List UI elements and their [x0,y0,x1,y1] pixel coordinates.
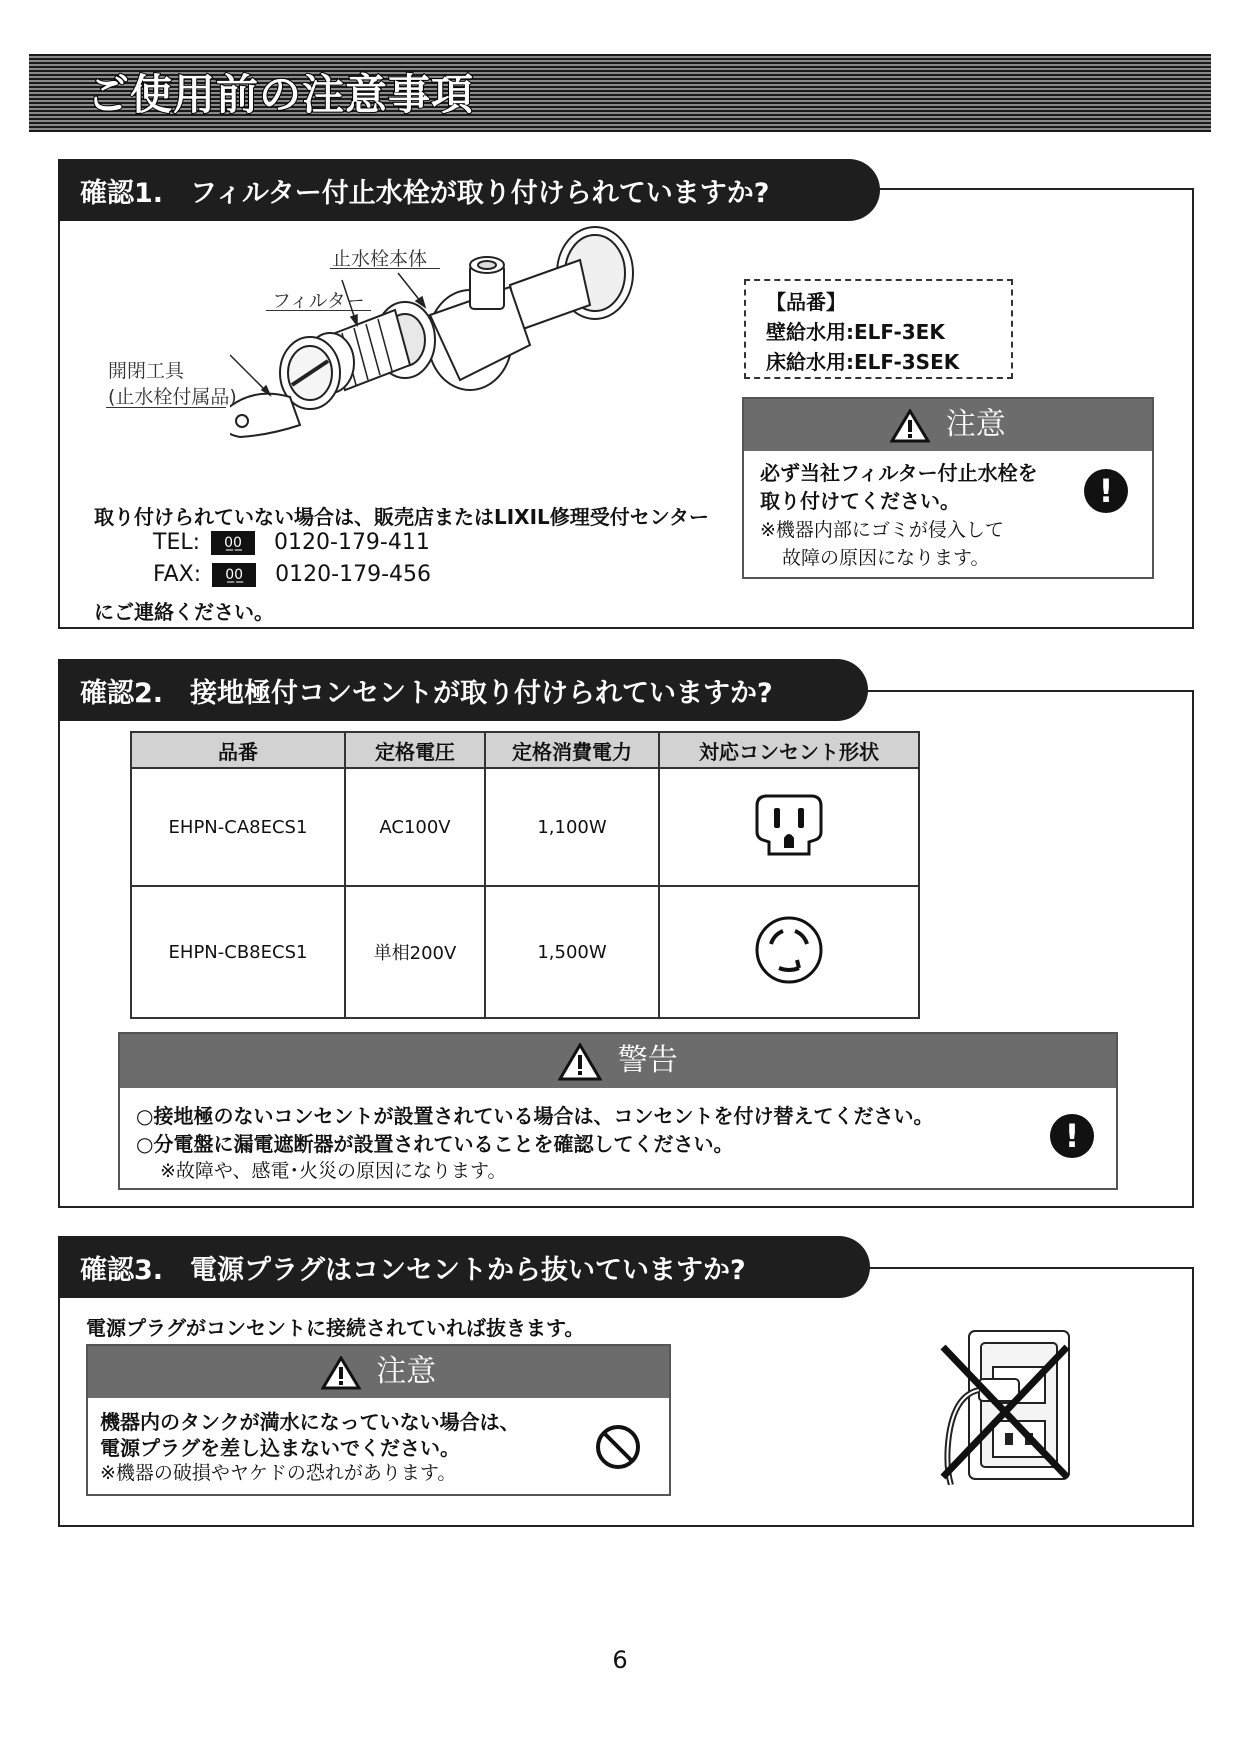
warning-triangle-icon [558,1043,602,1081]
caution-line-2: 取り付けてください。 [760,489,960,513]
exclamation-icon: ! [1050,1114,1094,1158]
cell-power: 1,500W [485,886,659,1018]
page-number: 6 [612,1646,628,1674]
warning-triangle-icon [321,1356,361,1390]
spec-table [130,731,920,1019]
tel-line [153,530,430,555]
leader-line [106,407,226,408]
caution-header [88,1346,669,1398]
label-valve-body: 止水栓本体 [332,248,428,270]
prohibited-icon [593,1422,643,1472]
th-model: 品番 [131,732,345,768]
part-number-heading: 【品番】 [766,290,846,314]
cell-outlet [659,886,919,1018]
valve-illustration [230,225,670,495]
check3-intro: 電源プラグがコンセントに接続されていれば抜きます。 [86,1316,585,1340]
th-voltage: 定格電圧 [345,732,485,768]
locking-outlet-200v-icon [753,914,825,986]
cell-model: EHPN-CA8ECS1 [131,768,345,886]
freedial-icon: 0̲0̲ [211,531,255,555]
tel-label: TEL: [153,530,201,555]
part-number-floor: 床給水用:ELF-3SEK [766,350,960,374]
caution-line-1: 機器内のタンクが満水になっていない場合は、 [100,1410,520,1434]
contact-intro: 取り付けられていない場合は、販売店またはLIXIL修理受付センター [94,505,709,529]
caution-note-1: ※機器内部にゴミが侵入して [760,519,1004,541]
warning-triangle-icon [890,409,930,443]
caution-line-2: 電源プラグを差し込まないでください。 [100,1436,460,1460]
fax-line [153,562,431,587]
check3-tab [58,1236,870,1298]
caution-box-1 [742,397,1154,579]
caution-header [744,399,1152,451]
cell-model: EHPN-CB8ECS1 [131,886,345,1018]
fax-label: FAX: [153,562,202,587]
label-tool-1: 開閉工具 [108,360,185,382]
label-tool-2: (止水栓付属品) [108,386,237,408]
table-row [131,886,919,1018]
exclamation-icon: ! [1084,469,1128,513]
cell-voltage: 単相200V [345,886,485,1018]
check1-tab [58,159,880,221]
warning-heading: 警告 [617,1043,678,1078]
warning-header [120,1034,1116,1088]
freedial-icon: 0̲0̲ [212,563,256,587]
page-title: ご使用前の注意事項 [87,70,475,119]
part-number-box [744,279,1013,379]
warning-line-2: ○分電盤に漏電遮断器が設置されていることを確認してください。 [136,1132,734,1156]
table-header-row [131,732,919,768]
cell-outlet [659,768,919,886]
caution-note-2: 故障の原因になります。 [782,547,990,569]
cell-voltage: AC100V [345,768,485,886]
warning-note: ※故障や、感電･火災の原因になります。 [160,1160,507,1182]
th-outlet: 対応コンセント形状 [659,732,919,768]
check2-tab-text: 確認2. 接地極付コンセントが取り付けられていますか? [80,678,773,709]
warning-line-1: ○接地極のないコンセントが設置されている場合は、コンセントを付け替えてください。 [136,1104,934,1128]
caution-heading: 注意 [376,1354,437,1389]
do-not-plug-illustration [935,1325,1080,1485]
fax-number: 0120-179-456 [275,562,432,587]
warning-box [118,1032,1118,1190]
leader-line [330,268,440,269]
caution-line-1: 必ず当社フィルター付止水栓を [760,461,1038,485]
check3-tab-text: 確認3. 電源プラグはコンセントから抜いていますか? [80,1255,746,1286]
caution-note: ※機器の破損やヤケドの恐れがあります。 [100,1462,457,1484]
cell-power: 1,100W [485,768,659,886]
tel-number: 0120-179-411 [274,530,430,555]
part-number-wall: 壁給水用:ELF-3EK [766,320,945,344]
check1-tab-text: 確認1. フィルター付止水栓が取り付けられていますか? [80,178,770,209]
grounded-outlet-100v-icon [753,792,825,858]
leader-line [266,310,371,311]
title-bar [29,54,1211,132]
th-power: 定格消費電力 [485,732,659,768]
check2-tab [58,659,868,721]
contact-outro: にご連絡ください。 [94,600,274,624]
caution-box-3 [86,1344,671,1496]
label-filter: フィルター [272,290,365,312]
caution-heading: 注意 [945,407,1006,442]
table-row [131,768,919,886]
